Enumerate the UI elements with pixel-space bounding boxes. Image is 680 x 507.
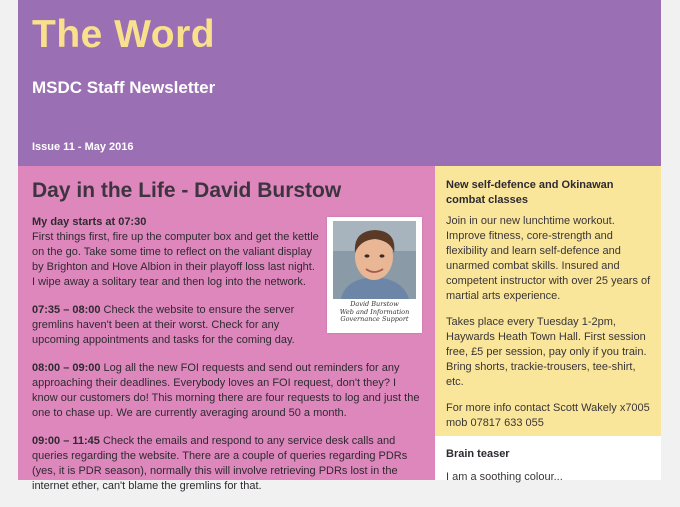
paragraph-text: First things first, fire up the computer box and get the kettle on the go. Take some time to reflect on the valiant display by Brighton and Hove Albion in their playoff loss last night. I wipe away a solitary tear and then log into the network.	[32, 231, 319, 288]
main-article	[18, 166, 435, 492]
paragraph-text: Check the website to ensure the server gremlins haven't been at their worst. Check for any upcoming appointments and tasks for the coming day.	[32, 304, 295, 346]
article-content	[32, 215, 422, 507]
classes-title: New self-defence and Okinawan combat classes	[446, 179, 614, 206]
time-heading: 07:35 – 08:00	[32, 304, 101, 316]
brain-teaser-title: Brain teaser	[446, 448, 510, 460]
newsletter-title: The Word	[32, 13, 216, 56]
portrait-image	[333, 221, 416, 299]
classes-paragraph: Join in our new lunchtime workout. Improve fitness, core-strength and flexibility and learn self-defence and unarmed combat skills. Insured and competent instructor with over 25 years of martial arts experience.	[446, 215, 651, 302]
article-paragraph	[32, 361, 422, 421]
newsletter-header	[18, 0, 661, 166]
paragraph-text: Log all the new FOI requests and send out reminders for any approaching their deadlines. Everybody loves an FOI request, don't they? I know our customers do! This morning there are four requests to log and just the one to chase up. We are currently averaging around 50 a month.	[32, 362, 420, 419]
sidebar-box-classes	[435, 166, 661, 436]
staff-photo	[327, 217, 422, 333]
paragraph-text: Check the emails and respond to any service desk calls and queries regarding the website. There are a couple of queries regarding PDRs (yes, it is PDR season), normally this will involve retrieving PDRs lost in the internet ether, can't blame the gremlins for that.	[32, 435, 408, 492]
time-heading: 08:00 – 09:00	[32, 362, 101, 374]
article-title: Day in the Life - David Burstow	[32, 179, 342, 202]
classes-contact: For more info contact Scott Wakely x7005 mob 07817 633 055	[446, 402, 650, 429]
sidebar-box-brain-teaser	[435, 436, 661, 483]
article-paragraph	[32, 434, 422, 494]
photo-caption: David Burstow Web and Information Governance Support	[339, 300, 410, 323]
time-heading: 09:00 – 11:45	[32, 435, 100, 447]
classes-paragraph: Takes place every Tuesday 1-2pm, Haywards Heath Town Hall. First session free, £5 per session, pay only if you train. Bring shorts, trackie-trousers, tee-shirt, etc.	[446, 316, 647, 388]
classes-body	[446, 214, 656, 442]
brain-teaser-body: I am a soothing colour...	[446, 471, 563, 483]
time-heading: My day starts at 07:30	[32, 216, 147, 228]
issue-label: Issue 11 - May 2016	[32, 141, 134, 153]
newsletter-subtitle: MSDC Staff Newsletter	[32, 78, 216, 97]
